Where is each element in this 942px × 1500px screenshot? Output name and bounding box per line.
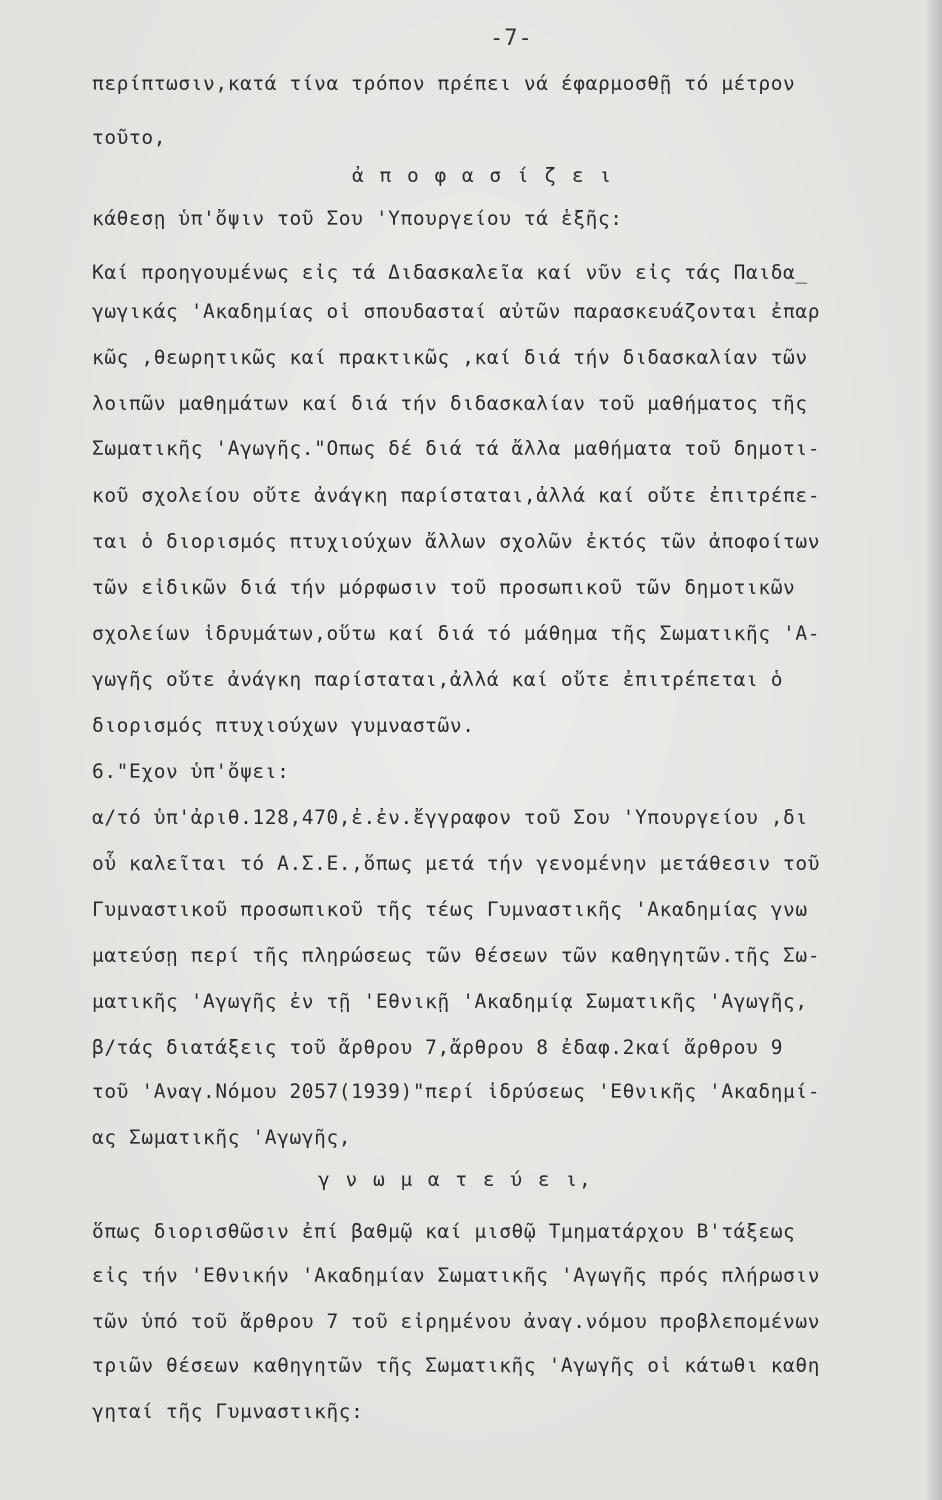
section-6-heading: 6."Εχον ὑπ'ὄψει: [92, 760, 290, 783]
text-line-13: σχολείων ἱδρυμάτων,οὕτω καί διά τό μάθημα τῆς Σωματικῆς 'Α- [92, 622, 821, 645]
text-line-18: οὗ καλεῖται τό Α.Σ.Ε.,ὅπως μετά τήν γενομένην μετάθεσιν τοῦ [92, 852, 821, 875]
text-line-28: τῶν ὑπό τοῦ ἄρθρου 7 τοῦ εἰρημένου ἀναγ.νόμου προβλεπομένων [92, 1310, 821, 1333]
text-line-10: κοῦ σχολείου οὔτε ἀνάγκη παρίσταται,ἀλλά καί οὔτε ἐπιτρέπε- [92, 484, 821, 507]
text-line-14: γωγῆς οὔτε ἀνάγκη παρίσταται,ἀλλά καί οὔτε ἐπιτρέπεται ὁ [92, 668, 784, 691]
text-line-27: εἰς τήν 'Εθνικήν 'Ακαδημίαν Σωματικῆς 'Αγωγῆς πρός πλήρωσιν [92, 1264, 821, 1287]
text-line-9: Σωματικῆς 'Αγωγῆς."Οπως δέ διά τά ἄλλα μαθήματα τοῦ δημοτι- [92, 437, 821, 460]
text-line-6: γωγικάς 'Ακαδημίας οἱ σπουδασταί αὐτῶν παρασκευάζονται ἐπαρ [92, 300, 821, 323]
heading-gnomateuei: γ ν ω μ α τ ε ύ ε ι, [318, 1168, 593, 1191]
text-line-15: διορισμός πτυχιούχων γυμναστῶν. [92, 714, 475, 737]
text-line-8: λοιπῶν μαθημάτων καί διά τήν διδασκαλίαν τοῦ μαθήματος τῆς [92, 392, 808, 415]
text-line-19: Γυμναστικοῦ προσωπικοῦ τῆς τέως Γυμναστικῆς 'Ακαδημίας γνω [92, 898, 808, 921]
text-line-2: τοῦτο, [92, 126, 167, 149]
text-line-26: ὅπως διορισθῶσιν ἐπί βαθμῷ καί μισθῷ Τμηματάρχου Β'τάξεως [92, 1220, 796, 1243]
text-line-24: ας Σωματικῆς 'Αγωγῆς, [92, 1126, 352, 1149]
page-number: -7- [490, 26, 533, 51]
text-line-30: γηταί τῆς Γυμναστικῆς: [92, 1400, 364, 1423]
text-line-21: ματικῆς 'Αγωγῆς ἐν τῇ 'Εθνικῇ 'Ακαδημίᾳ Σωματικῆς 'Αγωγῆς, [92, 990, 808, 1013]
heading-apofasizei: ἀ π ο φ α σ ί ζ ε ι [352, 164, 614, 187]
text-line-4: κάθεσῃ ὑπ'ὄψιν τοῦ Σου 'Υπουργείου τά ἑξῆς: [92, 207, 623, 230]
text-line-12: τῶν εἰδικῶν διά τήν μόρφωσιν τοῦ προσωπικοῦ τῶν δημοτικῶν [92, 576, 796, 599]
text-line-1: περίπτωσιν,κατά τίνα τρόπον πρέπει νά έφαρμοσθῇ τό μέτρον [92, 72, 796, 95]
page-edge-shadow [924, 0, 942, 1500]
text-line-20: ματεύσῃ περί τῆς πληρώσεως τῶν θέσεων τῶν καθηγητῶν.τῆς Σω- [92, 944, 821, 967]
text-line-22: β/τάς διατάξεις τοῦ ἄρθρου 7,ἄρθρου 8 ἐδαφ.2καί ἄρθρου 9 [92, 1036, 784, 1059]
text-line-11: ται ὁ διορισμός πτυχιούχων ἄλλων σχολῶν ἐκτός τῶν ἀποφοίτων [92, 530, 821, 553]
text-line-5: Καί προηγουμένως εἰς τά Διδασκαλεῖα καί νῦν εἰς τάς Παιδα_ [92, 261, 808, 284]
text-line-7: κῶς ,θεωρητικῶς καί πρακτικῶς ,καί διά τήν διδασκαλίαν τῶν [92, 346, 808, 369]
text-line-29: τριῶν θέσεων καθηγητῶν τῆς Σωματικῆς 'Αγωγῆς οἱ κάτωθι καθη [92, 1354, 821, 1377]
text-line-17: α/τό ὑπ'ἀριθ.128,470,ἐ.ἐν.ἔγγραφον τοῦ Σου 'Υπουργείου ,δι [92, 806, 808, 829]
text-line-23: τοῦ 'Αναγ.Νόμου 2057(1939)"περί ἱδρύσεως 'Εθνικῆς 'Ακαδημί- [92, 1080, 821, 1103]
